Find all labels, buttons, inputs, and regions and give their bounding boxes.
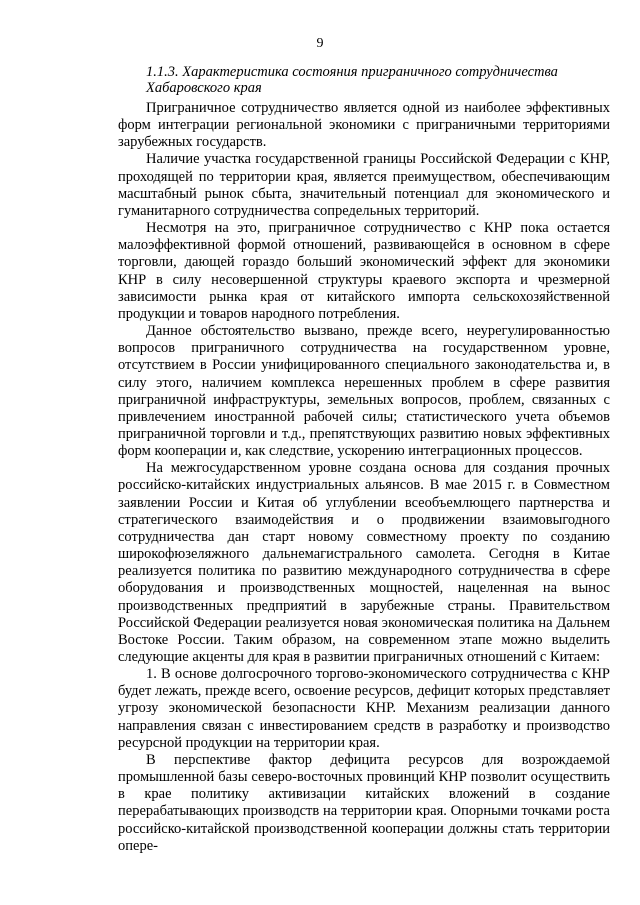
paragraph: Данное обстоятельство вызвано, прежде всего, неурегулированностью вопросов приграничного сотрудничества на государственном уровне, отсутствием в России унифицированного специального законодательства и, в силу этого, наличием комплекса нерешенных проблем в сфере развития приграничной инфраструктуры, земельных вопросов, проблем, связанных с привлечением иностранной рабочей силы; статистического учета объемов приграничной торговли и т.д., препятствующих развитию новых эффективных форм кооперации и, как следствие, ускорению интеграционных процессов. bbox=[118, 323, 610, 460]
body-text bbox=[118, 100, 610, 855]
paragraph: 1. В основе долгосрочного торгово-экономического сотрудничества с КНР будет лежать, прежде всего, освоение ресурсов, дефицит которых представляет угрозу экономической безопасности КНР. Механизм реализации данного направления связан с инвестированием средств в разработку и производство ресурсной продукции на территории края. bbox=[118, 666, 610, 751]
paragraph: В перспективе фактор дефицита ресурсов для возрождаемой промышленной базы северо-восточных провинций КНР позволит осуществить в крае политику активизации китайских вложений в создание перерабатывающих производств на территории края. Опорными точками роста российско-китайской производственной кооперации должны стать территории опере- bbox=[118, 751, 610, 854]
paragraph: На межгосударственном уровне создана основа для создания прочных российско-китайских индустриальных альянсов. В мае 2015 г. в Совместном заявлении России и Китая об углублении всеобъемлющего партнерства и стратегического взаимодействия и о продвижении взаимовыгодного сотрудничества дан старт новому совместному проекту по созданию широкофюзеляжного дальнемагистрального самолета. Сегодня в Китае реализуется политика по развитию международного сотрудничества в сфере оборудования и производственных мощностей, нацеленная на вынос производственных предприятий в зарубежные страны. Правительством Российской Федерации реализуется новая экономическая политика на Дальнем Востоке России. Таким образом, на современном этапе можно выделить следующие акценты для края в развитии приграничных отношений с Китаем: bbox=[118, 460, 610, 665]
paragraph: Несмотря на это, приграничное сотрудничество с КНР пока остается малоэффективной формой отношений, развивающейся в основном в сфере торговли, дающей гораздо больший экономический эффект для экономики КНР в силу несовершенной структуры краевого экспорта и чрезмерной зависимости рынка края от китайского импорта сельскохозяйственной продукции и товаров народного потребления. bbox=[118, 220, 610, 322]
section-heading: 1.1.3. Характеристика состояния приграничного сотрудничества Хабаровского края bbox=[146, 64, 558, 96]
paragraph: Приграничное сотрудничество является одной из наиболее эффективных форм интеграции региональной экономики с приграничными территориями зарубежных государств. bbox=[118, 100, 610, 151]
paragraph: Наличие участка государственной границы Российской Федерации с КНР, проходящей по территории края, является преимуществом, обеспечивающим масштабный рынок сбыта, значительный потенциал для экономического и гуманитарного сотрудничества сопредельных территорий. bbox=[118, 151, 610, 219]
page-number: 9 bbox=[316, 36, 324, 51]
